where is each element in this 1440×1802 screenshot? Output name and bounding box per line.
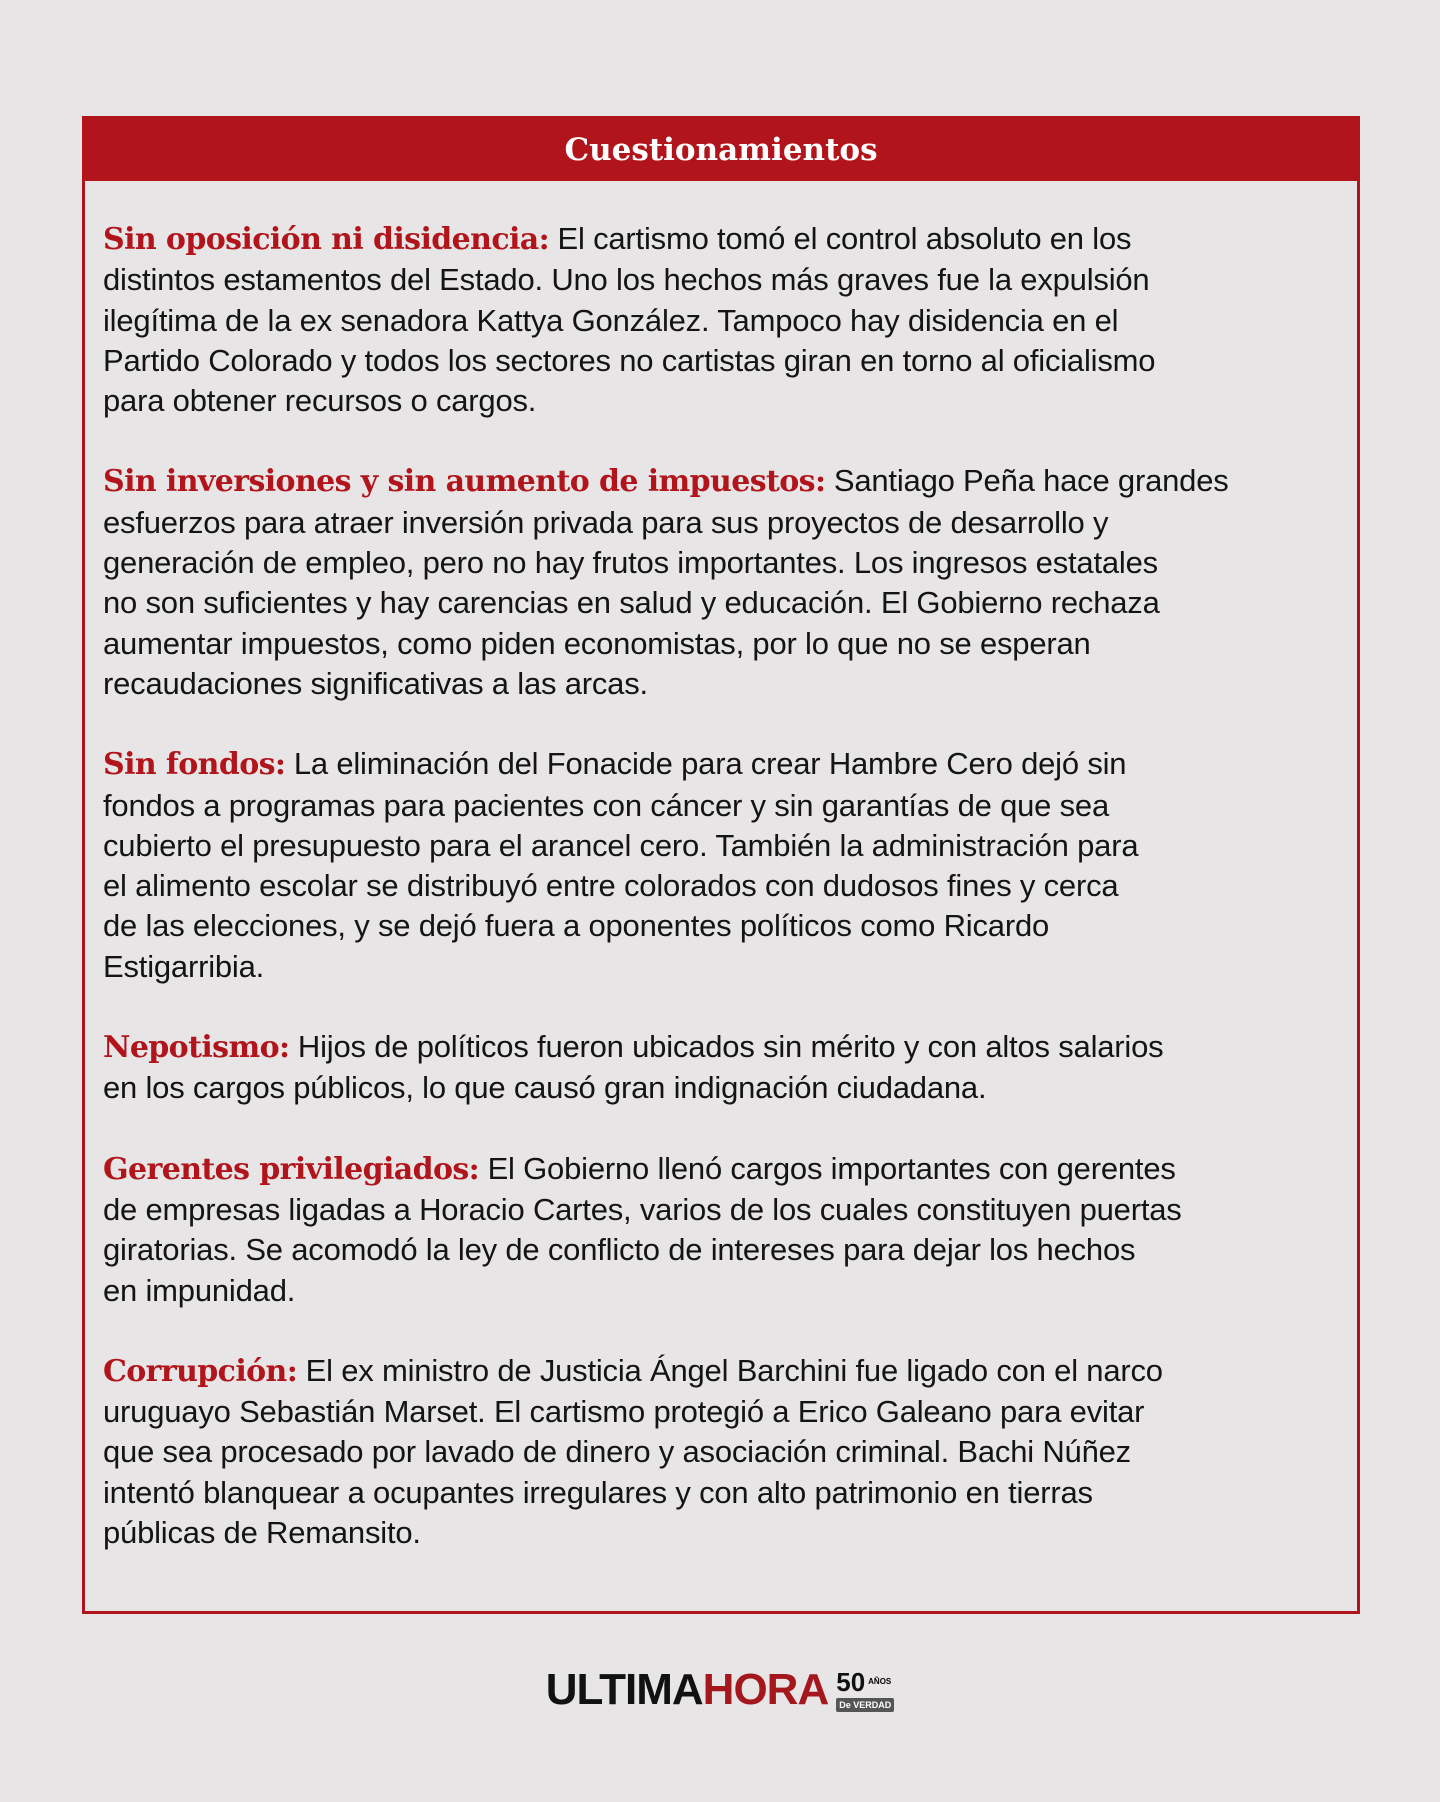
paragraph-heading: Corrupción: [103, 1353, 298, 1389]
paragraph-heading: Nepotismo: [103, 1030, 290, 1066]
paragraph-text: para obtener recursos o cargos. [103, 383, 537, 419]
paragraph-line [103, 543, 1357, 583]
paragraph-line [103, 301, 1357, 341]
paragraph-text: cubierto el presupuesto para el arancel cero. También la administración para [103, 827, 1139, 863]
badge-years: 50 [836, 1667, 866, 1697]
logo-hora: HORA [702, 1665, 829, 1714]
paragraph-text: intentó blanquear a ocupantes irregulares y con alto patrimonio en tierras [103, 1474, 1093, 1510]
badge-years-label: AÑOS [868, 1677, 892, 1686]
paragraph-line [103, 786, 1357, 826]
paragraph-text: esfuerzos para atraer inversión privada para sus proyectos de desarrollo y [103, 504, 1109, 540]
paragraph-line [103, 461, 1357, 502]
paragraph-text: fondos a programas para pacientes con cáncer y sin garantías de que sea [103, 787, 1109, 823]
paragraph-text: ilegítima de la ex senadora Kattya González. Tampoco hay disidencia en el [103, 302, 1119, 338]
paragraph-line [103, 1271, 1357, 1311]
paragraph-list [85, 181, 1357, 1553]
paragraph-line [103, 1513, 1357, 1553]
paragraph-line [103, 1027, 1357, 1068]
paragraph-text: públicas de Remansito. [103, 1515, 421, 1551]
paragraph-text: El Gobierno llenó cargos importantes con gerentes [479, 1150, 1176, 1186]
paragraph-line [103, 1392, 1357, 1432]
questions-box [82, 116, 1360, 1614]
paragraph-heading: Sin inversiones y sin aumento de impuestos: [103, 464, 826, 500]
badge-tagline: De VERDAD [836, 1698, 894, 1712]
paragraph-text: recaudaciones significativas a las arcas. [103, 665, 648, 701]
paragraph [103, 1351, 1357, 1553]
paragraph-line [103, 1432, 1357, 1472]
paragraph-line [103, 1149, 1357, 1190]
box-title: Cuestionamientos [85, 119, 1357, 181]
paragraph-text: Santiago Peña hace grandes [825, 463, 1229, 499]
paragraph-text: La eliminación del Fonacide para crear Hambre Cero dejó sin [285, 746, 1127, 782]
ultima-hora-logo [0, 1660, 1440, 1720]
paragraph-text: aumentar impuestos, como piden economistas, por lo que no se esperan [103, 625, 1091, 661]
paragraph-text: distintos estamentos del Estado. Uno los hechos más graves fue la expulsión [103, 262, 1150, 298]
paragraph-line [103, 866, 1357, 906]
paragraph-line [103, 219, 1357, 260]
paragraph [103, 219, 1357, 421]
paragraph-text: Partido Colorado y todos los sectores no cartistas giran en torno al oficialismo [103, 342, 1156, 378]
paragraph-text: generación de empleo, pero no hay frutos importantes. Los ingresos estatales [103, 545, 1158, 581]
paragraph [103, 461, 1357, 704]
paragraph-line [103, 826, 1357, 866]
paragraph-heading: Gerentes privilegiados: [103, 1151, 480, 1187]
paragraph-text: el alimento escolar se distribuyó entre colorados con dudosos fines y cerca [103, 868, 1119, 904]
paragraph-text: no son suficientes y hay carencias en salud y educación. El Gobierno rechaza [103, 585, 1160, 621]
paragraph-line [103, 341, 1357, 381]
paragraph-text: El cartismo tomó el control absoluto en los [549, 221, 1132, 256]
paragraph-heading: Sin fondos: [103, 747, 286, 783]
paragraph-line [103, 744, 1357, 785]
logo-ultima: ULTIMA [545, 1665, 703, 1714]
paragraph-text: Estigarribia. [103, 948, 265, 984]
paragraph-text: Hijos de políticos fueron ubicados sin mérito y con altos salarios [289, 1029, 1164, 1065]
paragraph-line [103, 664, 1357, 704]
paragraph-line [103, 260, 1357, 300]
paragraph-text: giratorias. Se acomodó la ley de conflicto de intereses para dejar los hechos [103, 1232, 1136, 1268]
paragraph-text: en impunidad. [103, 1272, 296, 1308]
paragraph-line [103, 583, 1357, 623]
paragraph-text: en los cargos públicos, lo que causó gran indignación ciudadana. [103, 1070, 987, 1106]
paragraph-line [103, 947, 1357, 987]
paragraph [103, 1149, 1357, 1311]
paragraph-line [103, 1190, 1357, 1230]
paragraph [103, 744, 1357, 987]
paragraph-line [103, 906, 1357, 946]
paragraph-line [103, 1068, 1357, 1108]
paragraph-text: de las elecciones, y se dejó fuera a oponentes políticos como Ricardo [103, 908, 1050, 944]
paragraph-text: que sea procesado por lavado de dinero y asociación criminal. Bachi Núñez [103, 1434, 1131, 1470]
paragraph-heading: Sin oposición ni disidencia: [103, 222, 550, 257]
paragraph-text: uruguayo Sebastián Marset. El cartismo protegió a Erico Galeano para evitar [103, 1394, 1145, 1430]
paragraph-line [103, 1351, 1357, 1392]
paragraph [103, 1027, 1357, 1109]
paragraph-text: El ex ministro de Justicia Ángel Barchini fue ligado con el narco [297, 1352, 1163, 1388]
paragraph-line [103, 381, 1357, 421]
paragraph-line [103, 1230, 1357, 1270]
paragraph-line [103, 1473, 1357, 1513]
paragraph-text: de empresas ligadas a Horacio Cartes, varios de los cuales constituyen puertas [103, 1191, 1182, 1227]
paragraph-line [103, 624, 1357, 664]
anniversary-badge [836, 1668, 894, 1712]
paragraph-line [103, 503, 1357, 543]
